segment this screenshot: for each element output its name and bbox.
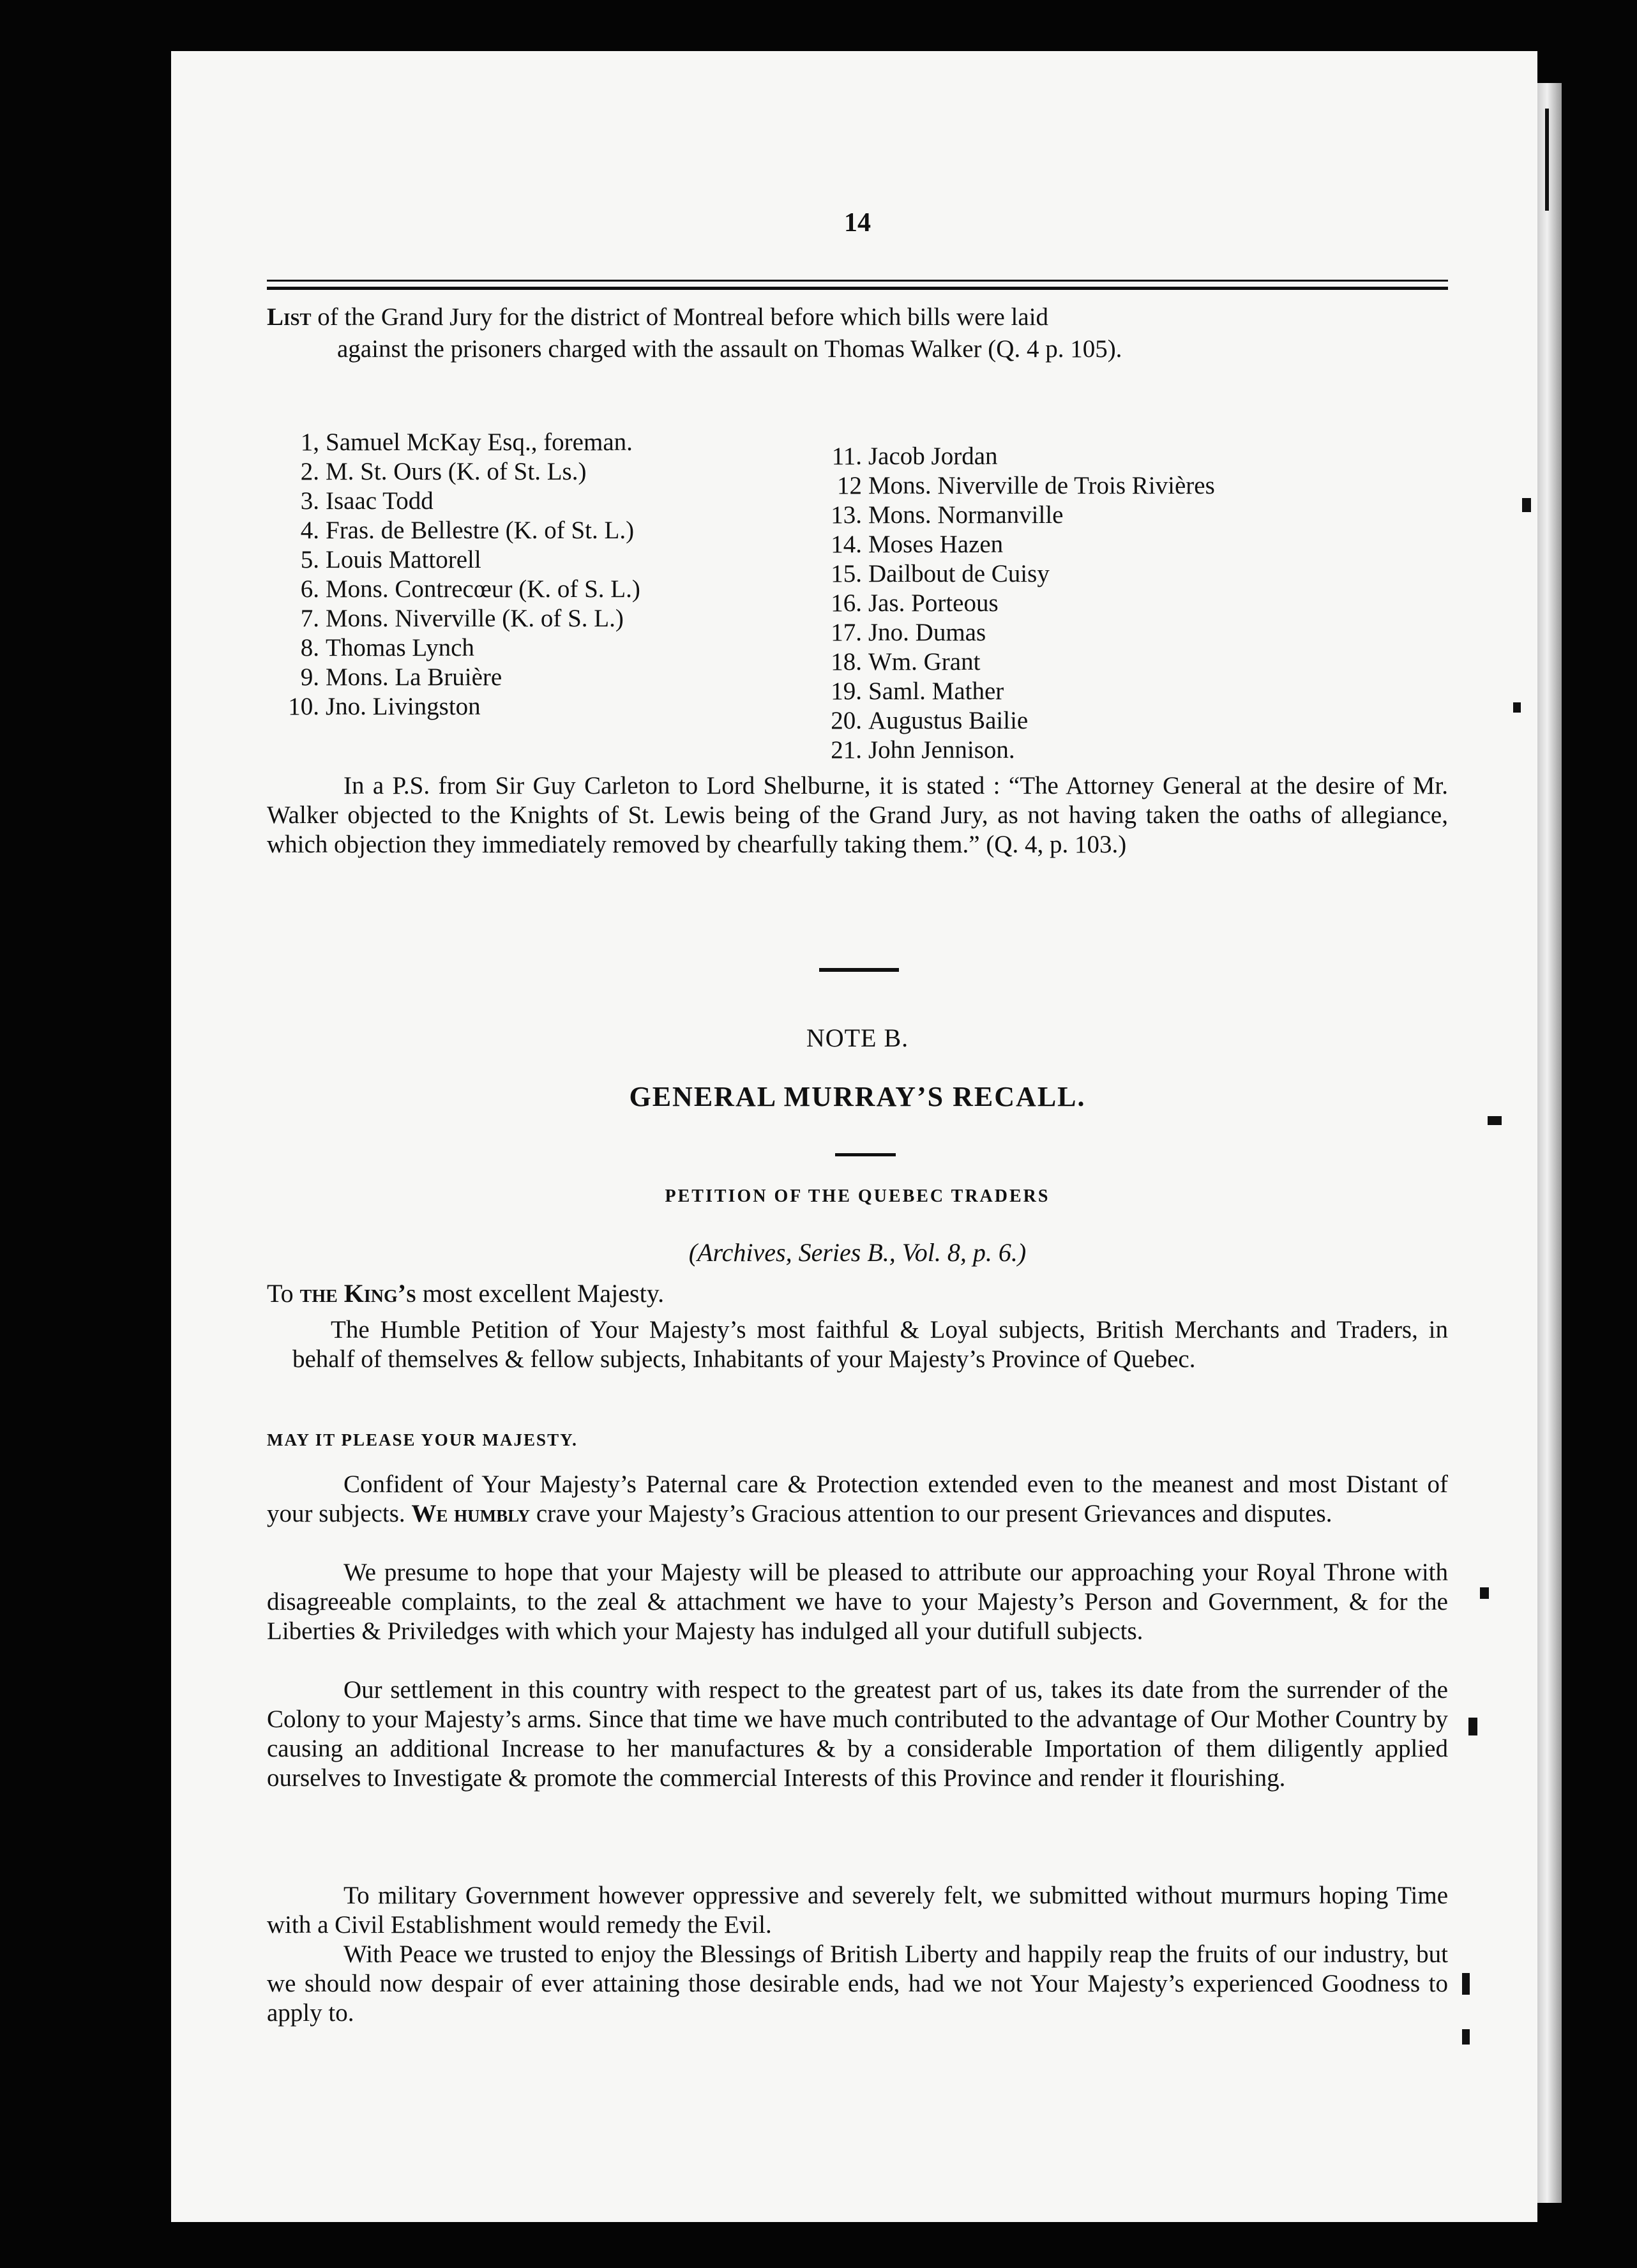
body-paragraph-1 (267, 1470, 1448, 1529)
jury-member-name: Mons. Niverville (K. of S. L.) (326, 605, 624, 632)
title-divider (835, 1153, 896, 1156)
jury-member-name: Jas. Porteous (868, 589, 999, 617)
jury-member (267, 663, 640, 692)
edge-mark-2 (1522, 498, 1531, 512)
jury-member (810, 706, 1215, 736)
jury-member-name: Jacob Jordan (868, 442, 998, 470)
jury-member-number: 12 (837, 472, 862, 499)
source-reference: (Archives, Series B., Vol. 8, p. 6.) (688, 1238, 1027, 1267)
jury-member (810, 442, 1215, 471)
jury-member-number: 3. (300, 487, 319, 515)
edge-mark-4 (1488, 1116, 1502, 1125)
jury-member-name: Louis Mattorell (326, 546, 481, 573)
jury-member (267, 633, 640, 663)
salutation: MAY IT PLEASE YOUR MAJESTY. (267, 1430, 578, 1449)
jury-member-name: Samuel McKay Esq., foreman. (326, 428, 633, 456)
jury-member (267, 575, 640, 604)
jury-member (267, 545, 640, 575)
jury-heading-line2: against the prisoners charged with the assault on Thomas Walker (Q. 4 p. 105). (337, 335, 1122, 363)
jury-member-number: 1, (300, 428, 319, 456)
jury-member-name: M. St. Ours (K. of St. Ls.) (326, 458, 587, 485)
edge-mark-1 (1545, 109, 1549, 211)
edge-mark-8 (1462, 2029, 1470, 2045)
jury-member-name: Thomas Lynch (326, 634, 474, 662)
jury-heading-lead: List (267, 303, 312, 331)
edge-mark-3 (1513, 702, 1521, 713)
addressee-rest: most excellent Majesty. (422, 1279, 665, 1308)
jury-member-number: 15. (831, 560, 862, 587)
jury-member (267, 457, 640, 487)
body-paragraph-5: With Peace we trusted to enjoy the Blessings of British Liberty and happily reap the fruits of our industry, but we should now despair of ever attaining those desirable ends, had we not Your Majesty’s experienced Goodness to apply to. (267, 1940, 1448, 2027)
page-number: 14 (844, 208, 871, 238)
jury-member-number: 17. (831, 619, 862, 646)
body-paragraph-1-smallcaps: We humbly (411, 1500, 531, 1527)
section-title: GENERAL MURRAY’S RECALL. (629, 1081, 1086, 1112)
jury-member-number: 19. (831, 677, 862, 705)
jury-member-name: Jno. Livingston (326, 693, 481, 720)
body-paragraph-4: To military Government however oppressive and severely felt, we submitted without murmurs hoping Time with a Civil Establishment would remedy the Evil. (267, 1882, 1448, 1939)
jury-member-number: 5. (300, 546, 319, 573)
jury-member (267, 692, 640, 722)
header-rule (267, 280, 1448, 290)
jury-member (810, 618, 1215, 647)
jury-member-number: 13. (831, 501, 862, 529)
jury-member (267, 487, 640, 516)
jury-member-name: Wm. Grant (868, 648, 981, 676)
addressee-to: To (267, 1279, 294, 1308)
jury-member-name: Mons. Contrecœur (K. of S. L.) (326, 575, 640, 603)
jury-member-number: 11. (831, 442, 862, 470)
addressee-line (267, 1278, 664, 1308)
jury-member-name: Moses Hazen (868, 531, 1004, 558)
jury-list-heading (267, 301, 1448, 365)
jury-member (810, 677, 1215, 706)
jury-member-number: 6. (300, 575, 319, 603)
jury-member-number: 2. (300, 458, 319, 485)
humble-petition: The Humble Petition of Your Majesty’s most faithful & Loyal subjects, British Merchants and Traders, in behalf of themselves & fellow subjects, Inhabitants of your Majesty’s Province of Quebec. (292, 1316, 1448, 1373)
jury-member (810, 589, 1215, 618)
jury-member-name: Mons. Normanville (868, 501, 1064, 529)
note-label: NOTE B. (806, 1024, 909, 1052)
jury-member-name: Dailbout de Cuisy (868, 560, 1050, 587)
jury-member-number: 8. (300, 634, 319, 662)
jury-member (810, 471, 1215, 501)
body-paragraph-1-a: Confident of Your Majesty’s Paternal care & Protection extended even to the meanest and most Distant of your subjects. (267, 1470, 1448, 1527)
jury-member (267, 604, 640, 633)
jury-member-name: Saml. Mather (868, 677, 1004, 705)
section-divider (819, 968, 899, 972)
jury-member-name: Fras. de Bellestre (K. of St. L.) (326, 517, 635, 544)
jury-member (810, 559, 1215, 589)
adjacent-page-edge (1537, 83, 1562, 2203)
jury-member-name: Mons. Niverville de Trois Rivières (868, 472, 1215, 499)
edge-mark-6 (1468, 1718, 1477, 1735)
jury-member-number: 16. (831, 589, 862, 617)
jury-member-name: John Jennison. (868, 736, 1015, 764)
body-paragraph-3: Our settlement in this country with respect to the greatest part of us, takes its date from the surrender of the Colony to your Majesty’s arms. Since that time we have much contributed to the advantage of Our Mother Country by causing an additional Increase to her manufactures & by a considerable Importation of them diligently applied ourselves to Investigate & promote the commercial Interests of this Province and render it flourishing. (267, 1676, 1448, 1792)
edge-mark-7 (1462, 1973, 1470, 1995)
jury-member (810, 530, 1215, 559)
petition-title: PETITION OF THE QUEBEC TRADERS (665, 1186, 1050, 1206)
jury-member (810, 736, 1215, 765)
jury-member-number: 14. (831, 531, 862, 558)
jury-member-name: Jno. Dumas (868, 619, 986, 646)
ps-paragraph: In a P.S. from Sir Guy Carleton to Lord Shelburne, it is stated : “The Attorney General at the desire of Mr. Walker objected to the Knights of St. Lewis being of the Grand Jury, as not having taken the oaths of allegiance, which objection they immediately removed by chearfully taking them.” (Q. 4, p. 103.) (267, 772, 1448, 858)
edge-mark-5 (1480, 1587, 1489, 1599)
jury-member-name: Isaac Todd (326, 487, 434, 515)
jury-member-number: 10. (288, 693, 319, 720)
jury-member-name: Mons. La Bruière (326, 663, 502, 691)
jury-member-number: 20. (831, 707, 862, 734)
jury-member-number: 21. (831, 736, 862, 764)
body-paragraph-1-b: crave your Majesty’s Gracious attention to our present Grievances and disputes. (530, 1500, 1332, 1527)
body-paragraph-2: We presume to hope that your Majesty will be pleased to attribute our approaching your Royal Throne with disagreeable complaints, to the zeal & attachment we have to your Majesty’s Person and Government, & for the Liberties & Priviledges with which your Majesty has indulged all your dutifull subjects. (267, 1559, 1448, 1645)
jury-member-number: 18. (831, 648, 862, 676)
jury-member (810, 647, 1215, 677)
jury-member-number: 7. (300, 605, 319, 632)
jury-heading-rest: of the Grand Jury for the district of Montreal before which bills were laid (317, 303, 1049, 331)
jury-member-number: 9. (300, 663, 319, 691)
jury-list-right (810, 442, 1215, 765)
addressee-the-king: the King’s (299, 1279, 416, 1308)
jury-member-name: Augustus Bailie (868, 707, 1029, 734)
jury-member (267, 516, 640, 545)
jury-member-number: 4. (300, 517, 319, 544)
document-page (171, 51, 1537, 2222)
jury-member (810, 501, 1215, 530)
jury-member (267, 428, 640, 457)
jury-list-left (267, 428, 640, 722)
